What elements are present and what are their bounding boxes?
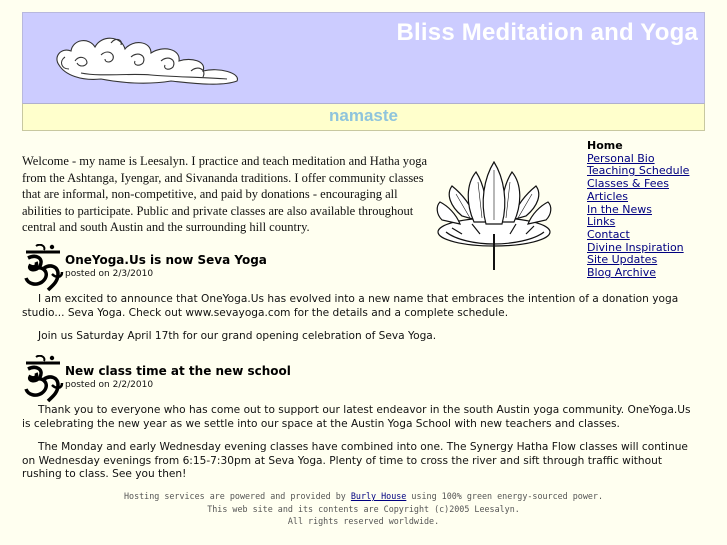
cloud-swirl-icon: [51, 27, 251, 89]
post-paragraph: I am excited to announce that OneYoga.Us has evolved into a new name that embraces the intention of a donation yoga studio... Seva Yoga. Check out www.sevayoga.com for the details and a complete schedule.: [22, 293, 679, 319]
header: [22, 12, 705, 131]
sidebar-item-site-updates[interactable]: Site Updates: [587, 253, 658, 267]
tagline: namaste: [329, 106, 398, 125]
burly-house-link[interactable]: Burly House: [350, 491, 407, 501]
footer: [0, 490, 727, 528]
om-symbol-icon: [22, 244, 64, 292]
sidebar-item-in-the-news[interactable]: In the News: [587, 202, 652, 216]
post-date: posted on 2/2/2010: [65, 380, 154, 390]
post-date: posted on 2/3/2010: [65, 269, 154, 279]
post-title[interactable]: New class time at the new school: [65, 364, 291, 378]
footer-text: Hosting services are powered and provided by: [123, 491, 346, 501]
footer-text: using 100% green energy-sourced power.: [411, 491, 604, 501]
site-title: Bliss Meditation and Yoga: [396, 19, 698, 46]
post-body: [22, 293, 694, 344]
tagline-bar: [22, 103, 705, 131]
lotus-flower-icon: [432, 158, 564, 273]
sidebar-nav: [587, 140, 717, 280]
post-paragraph: Thank you to everyone who has come out to support our latest endeavor in the south Austin yoga community. OneYoga.Us is celebrating the new year as we settle into our space at the Austin Yoga School with new teachers and classes.: [22, 404, 691, 430]
sidebar-item-home[interactable]: Home: [587, 139, 623, 152]
sidebar-item-contact[interactable]: Contact: [587, 227, 630, 241]
footer-rights: All rights reserved worldwide.: [287, 516, 440, 527]
sidebar-item-divine-inspiration[interactable]: Divine Inspiration: [587, 240, 684, 254]
footer-copyright: This web site and its contents are Copyright (c)2005 Leesalyn.: [207, 503, 520, 514]
header-banner: [22, 12, 705, 103]
footer-hosting-line: [0, 490, 727, 503]
intro-text: Welcome - my name is Leesalyn. I practice and teach meditation and Hatha yoga from the Ashtanga, Iyengar, and Sivananda traditions. I offer community classes that are informal, non-competitive, and paid by donations - encouraging all abilities to participate. Public and private classes are also available throughout central and south Austin and the surrounding hill country.: [22, 154, 428, 234]
sidebar-item-links[interactable]: Links: [587, 215, 616, 229]
sidebar-item-personal-bio[interactable]: Personal Bio: [587, 151, 655, 165]
om-symbol-icon: [22, 355, 64, 403]
post-paragraph: Join us Saturday April 17th for our grand opening celebration of Seva Yoga.: [38, 330, 437, 342]
sidebar-item-articles[interactable]: Articles: [587, 189, 629, 203]
post-body: [22, 404, 694, 482]
sidebar-item-classes-fees[interactable]: Classes & Fees: [587, 177, 670, 191]
post-title[interactable]: OneYoga.Us is now Seva Yoga: [65, 253, 267, 267]
sidebar-item-blog-archive[interactable]: Blog Archive: [587, 266, 656, 280]
post-paragraph: The Monday and early Wednesday evening classes have combined into one. The Synergy Hatha Flow classes will continue on Wednesday evenings from 6:15-7:30pm at Seva Yoga. Plenty of time to cross the river and sift through traffic without rushing to class. See you then!: [22, 441, 688, 480]
sidebar-item-teaching-schedule[interactable]: Teaching Schedule: [587, 164, 690, 178]
